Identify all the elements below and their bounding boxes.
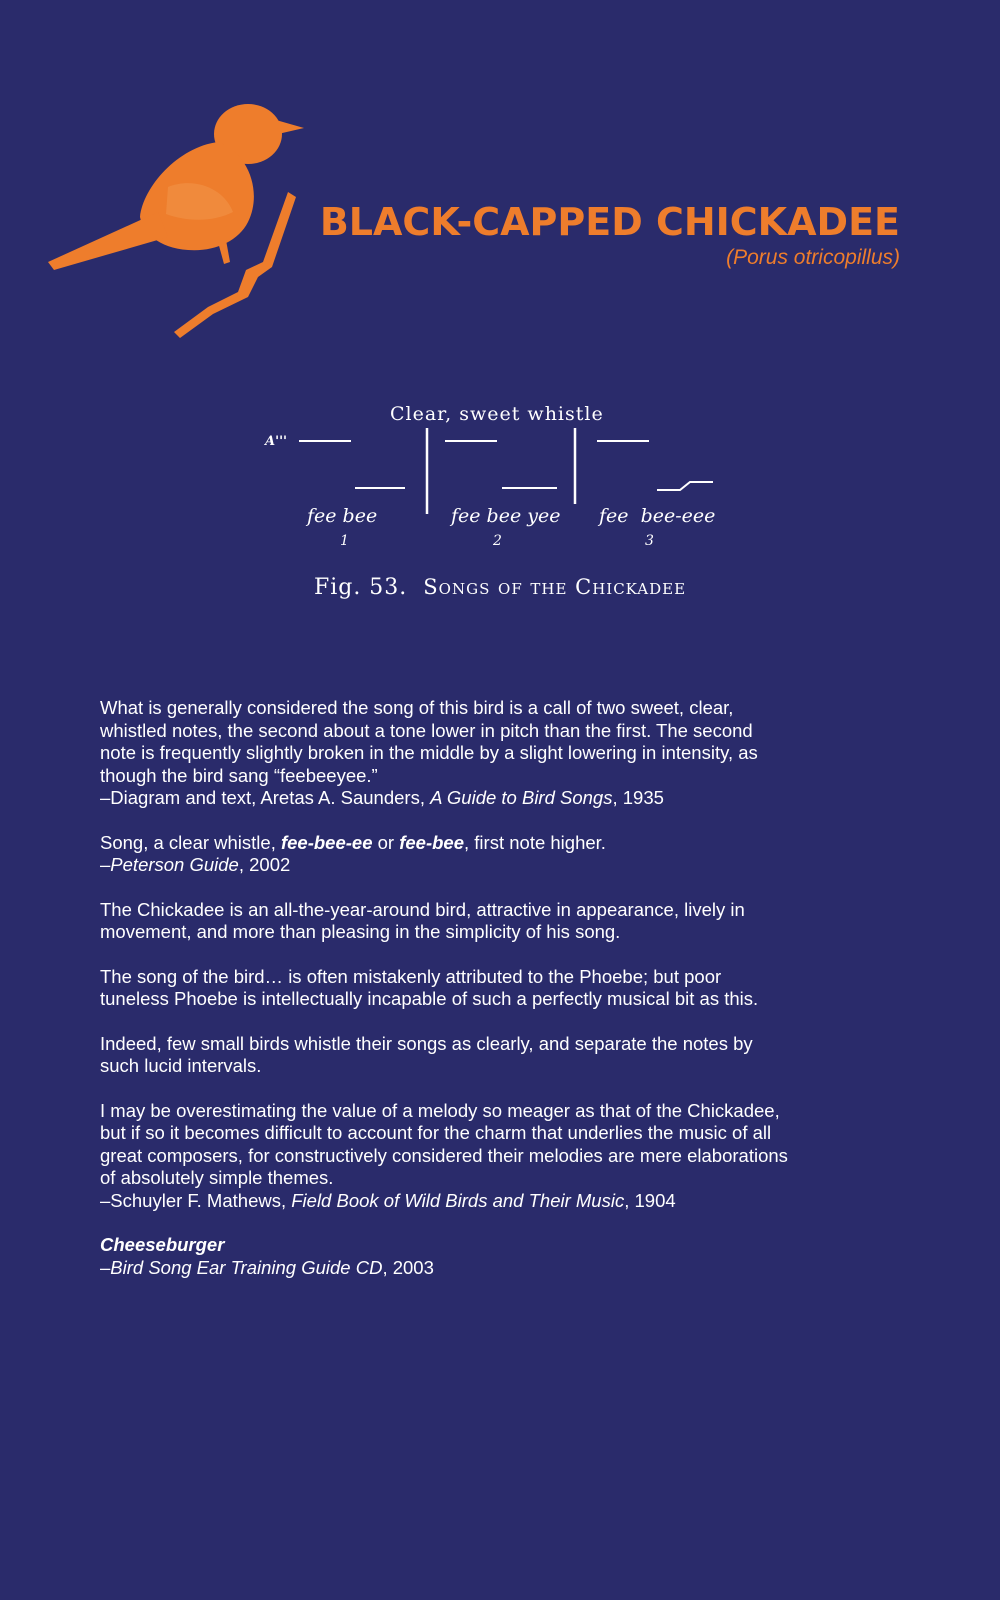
attribution-title: Bird Song Ear Training Guide CD xyxy=(110,1256,383,1278)
bird-silhouette-icon xyxy=(48,92,308,342)
attribution-dash: – xyxy=(100,854,111,875)
attribution-year: , 1935 xyxy=(612,787,664,808)
quote-cd xyxy=(100,1234,900,1279)
attribution-author: –Diagram and text, Aretas A. Saunders, xyxy=(100,787,431,808)
quotes-section xyxy=(100,697,900,1301)
song-text: , first note higher. xyxy=(464,831,606,853)
quote-line: Indeed, few small birds whistle their songs as clearly, and separate the notes by xyxy=(100,1032,753,1054)
quote-saunders xyxy=(100,697,900,810)
attribution-year: , 2002 xyxy=(238,854,291,875)
quote-mathews-3 xyxy=(100,1033,900,1078)
pitch-label: A''' xyxy=(265,434,288,449)
quote-mathews-1 xyxy=(100,899,900,944)
song-2-number: 2 xyxy=(493,533,502,549)
quote-line: whistled notes, the second about a tone lower in pitch than the first. The second xyxy=(100,719,753,741)
song-phrase: fee-bee-ee xyxy=(280,831,373,853)
quote-line: note is frequently slightly broken in the middle by a slight lowering in intensity, as xyxy=(100,742,758,763)
song-2-syllables: fee bee yee xyxy=(451,505,561,527)
song-phrase: fee-bee xyxy=(399,831,465,853)
quote-line: of absolutely simple themes. xyxy=(100,1167,334,1188)
figure-caption xyxy=(0,575,1000,600)
quote-line: movement, and more than pleasing in the simplicity of his song. xyxy=(100,921,621,942)
attribution xyxy=(100,1190,900,1213)
attribution-year: , 1904 xyxy=(624,1189,676,1211)
attribution-author: –Schuyler F. Mathews, xyxy=(100,1189,292,1211)
quote-line: great composers, for constructively considered their melodies are mere elaborations xyxy=(100,1144,788,1166)
page-title: BLACK-CAPPED CHICKADEE xyxy=(319,200,900,244)
quote-line xyxy=(100,1234,900,1257)
pitch-lines xyxy=(299,428,713,514)
figure-caption-number: Fig. 53. xyxy=(313,575,408,600)
diagram-heading: Clear, sweet whistle xyxy=(390,403,604,425)
attribution-dash: – xyxy=(100,1256,111,1278)
attribution-year: , 2003 xyxy=(382,1256,434,1278)
attribution xyxy=(100,854,900,877)
quote-mathews-2 xyxy=(100,966,900,1011)
quote-line: such lucid intervals. xyxy=(100,1055,262,1076)
quote-peterson xyxy=(100,832,900,877)
song-text: Song, a clear whistle, xyxy=(100,831,281,853)
quote-line xyxy=(100,832,900,855)
song-text: or xyxy=(372,831,400,853)
quote-line: I may be overestimating the value of a melody so meager as that of the Chickadee, xyxy=(100,1099,780,1121)
song-1-syllables: fee bee xyxy=(307,505,378,527)
attribution-title: Field Book of Wild Birds and Their Music xyxy=(291,1189,625,1211)
attribution-title: A Guide to Bird Songs xyxy=(430,787,613,808)
quote-line: The song of the bird… is often mistakenly attributed to the Phoebe; but poor xyxy=(100,965,722,987)
song-3-syllables: fee bee-eee xyxy=(599,505,716,527)
attribution xyxy=(100,787,900,810)
song-1-number: 1 xyxy=(340,533,349,549)
quote-line: tuneless Phoebe is intellectually incapable of such a perfectly musical bit as this. xyxy=(100,988,759,1009)
song-3-number: 3 xyxy=(645,533,654,549)
song-phrase: Cheeseburger xyxy=(100,1234,225,1255)
scientific-name: (Porus otricopillus) xyxy=(726,246,900,269)
figure-caption-text: Songs of the Chickadee xyxy=(423,575,687,599)
quote-line: but if so it becomes difficult to account for the charm that underlies the music of all xyxy=(100,1122,772,1143)
quote-line: though the bird sang “feebeeyee.” xyxy=(100,764,378,786)
quote-line: What is generally considered the song of this bird is a call of two sweet, clear, xyxy=(100,697,734,718)
attribution xyxy=(100,1257,900,1280)
attribution-title: Peterson Guide xyxy=(110,854,239,875)
quote-line: The Chickadee is an all-the-year-around bird, attractive in appearance, lively in xyxy=(100,898,745,920)
quote-mathews-4 xyxy=(100,1100,900,1213)
